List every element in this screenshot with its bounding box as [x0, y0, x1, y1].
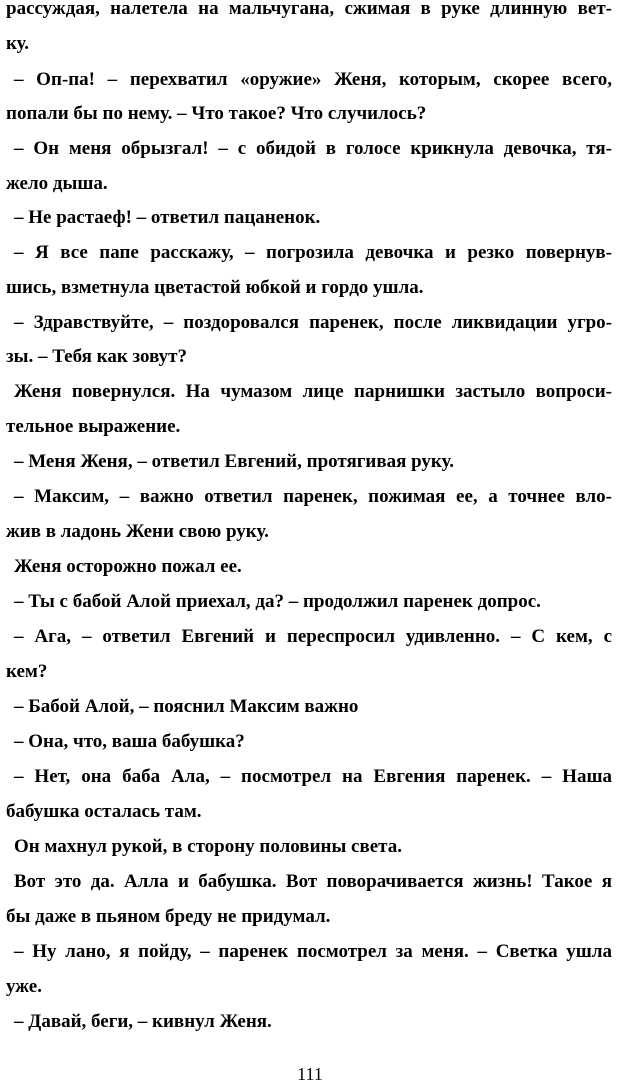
- text-line: – Ну лано, я пойду, – паренек посмотрел за меня. – Светка ушла: [14, 941, 612, 962]
- text-line: Женя повернулся. На чумазом лице парнишки застыло вопроси-: [14, 381, 612, 402]
- text-line: – Я все папе расскажу, – погрозила девочка и резко повернув-: [14, 242, 612, 263]
- text-line: – Максим, – важно ответил паренек, пожимая ее, а точнее вло-: [14, 486, 612, 507]
- text-line: – Он меня обрызгал! – с обидой в голосе крикнула девочка, тя-: [14, 138, 612, 159]
- text-line: Женя осторожно пожал ее.: [14, 556, 242, 577]
- text-line: кем?: [6, 661, 48, 682]
- text-line: жело дыша.: [6, 173, 108, 194]
- text-line: – Нет, она баба Ала, – посмотрел на Евгения паренек. – Наша: [14, 766, 612, 787]
- text-line: Он махнул рукой, в сторону половины света.: [14, 836, 402, 857]
- text-line: – Меня Женя, – ответил Евгений, протягивая руку.: [14, 451, 454, 472]
- text-line: уже.: [6, 976, 42, 997]
- text-line: – Ага, – ответил Евгений и переспросил удивленно. – С кем, с: [14, 626, 612, 647]
- text-line: – Давай, беги, – кивнул Женя.: [14, 1011, 272, 1032]
- text-line: бы даже в пьяном бреду не придумал.: [6, 906, 331, 927]
- page-number: 111: [297, 1064, 323, 1084]
- text-line: ку.: [6, 33, 30, 54]
- text-line: жив в ладонь Жени свою руку.: [6, 521, 269, 542]
- text-line: тельное выражение.: [6, 416, 181, 437]
- text-line: зы. – Тебя как зовут?: [6, 346, 188, 367]
- text-line: – Бабой Алой, – пояснил Максим важно: [14, 696, 359, 717]
- text-line: – Ты с бабой Алой приехал, да? – продолжил паренек допрос.: [14, 591, 541, 612]
- text-line: – Она, что, ваша бабушка?: [14, 731, 245, 752]
- text-line: попали бы по нему. – Что такое? Что случилось?: [6, 103, 427, 124]
- text-line: – Не растаеф! – ответил пацаненок.: [14, 207, 321, 228]
- text-line: Вот это да. Алла и бабушка. Вот поворачивается жизнь! Такое я: [14, 871, 612, 892]
- text-line: шись, взметнула цветастой юбкой и гордо ушла.: [6, 277, 424, 298]
- text-line: – Здравствуйте, – поздоровался паренек, после ликвидации угро-: [14, 312, 612, 333]
- text-line: рассуждая, налетела на мальчугана, сжимая в руке длинную вет-: [6, 0, 612, 19]
- text-line: бабушка осталась там.: [6, 801, 202, 822]
- text-line: – Оп-па! – перехватил «оружие» Женя, которым, скорее всего,: [14, 69, 612, 90]
